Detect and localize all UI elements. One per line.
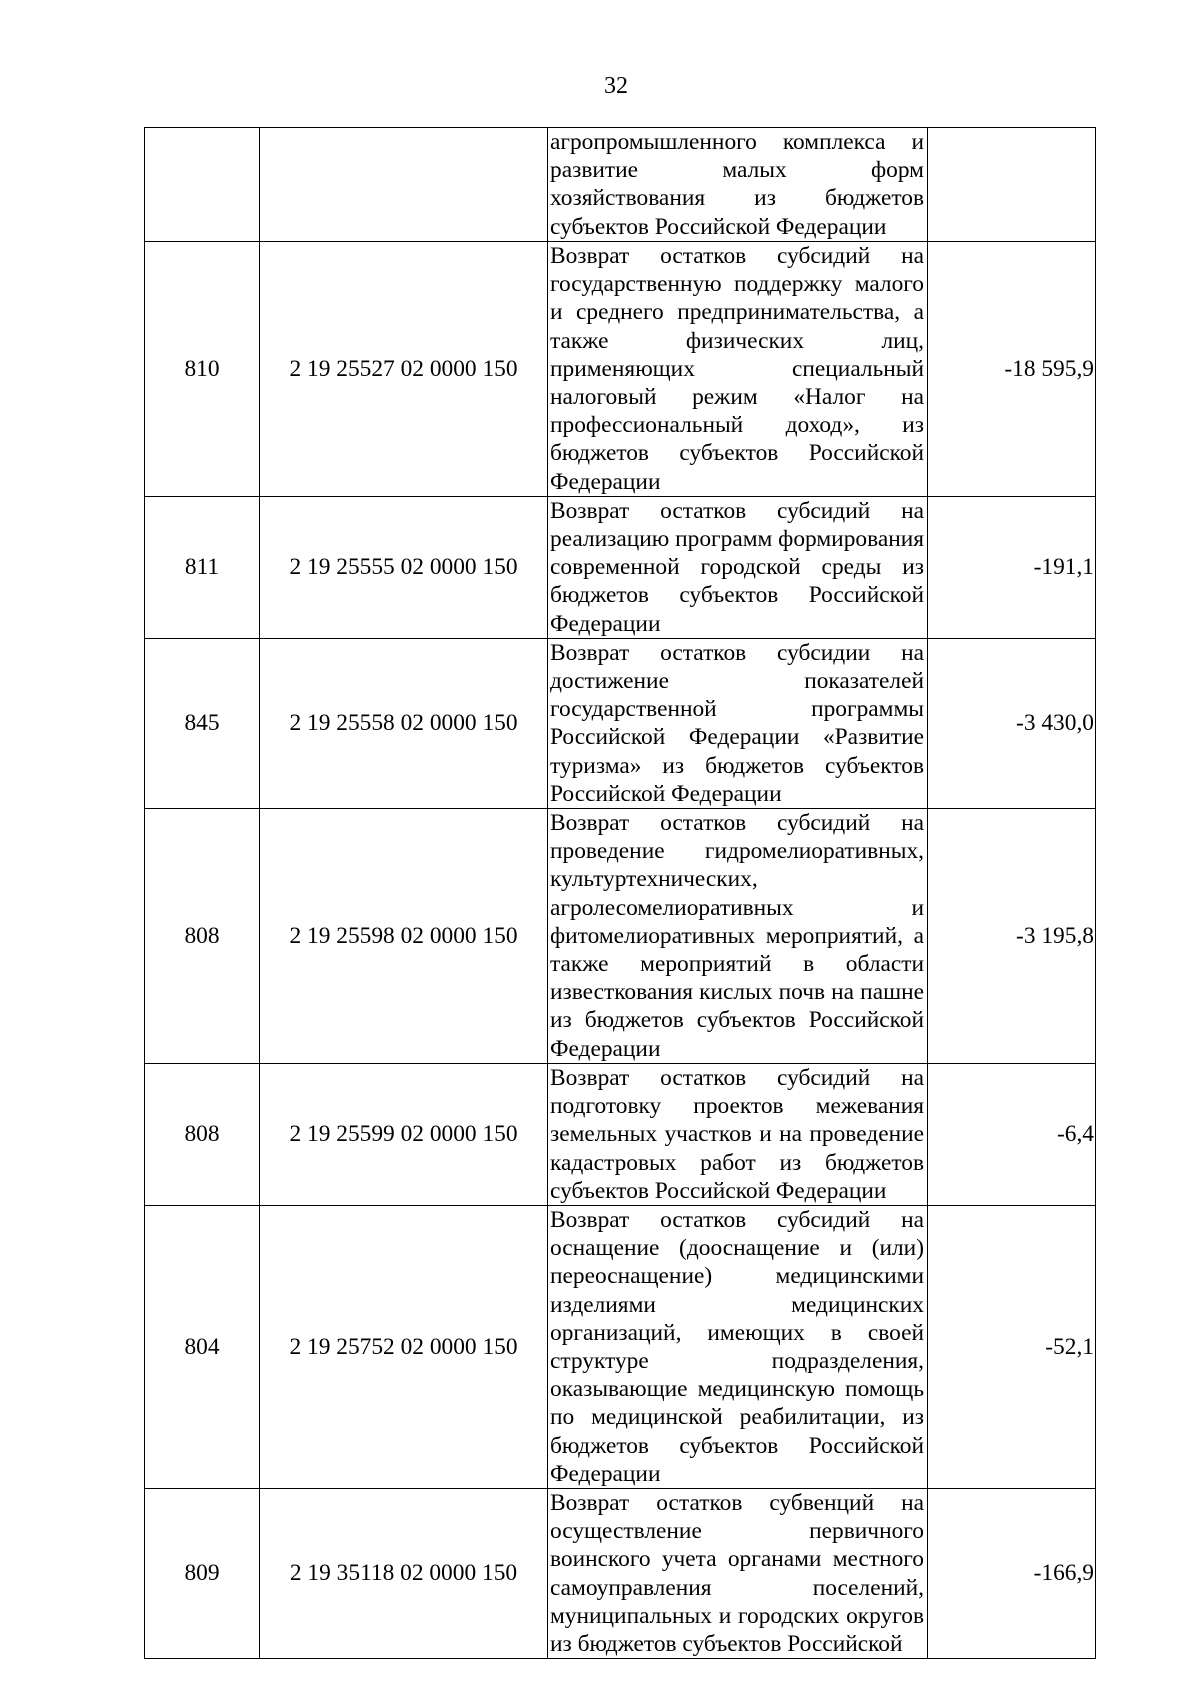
amount-cell: -18 595,9 [928, 242, 1096, 497]
admin-code-cell: 804 [145, 1205, 260, 1488]
description-cell: Возврат остатков субсидий на проведение гидромелиоративных, культуртехнических, агролесомелиоративных и фитомелиоративных мероприятий, а также мероприятий в области известкования кислых почв на пашне из бюджетов субъектов Российской Федерации [548, 809, 928, 1064]
admin-code-cell: 809 [145, 1488, 260, 1658]
budget-classification-code-cell [260, 128, 548, 242]
description-cell: Возврат остатков субсидии на достижение показателей государственной программы Российской Федерации «Развитие туризма» из бюджетов субъектов Российской Федерации [548, 638, 928, 808]
budget-classification-code-cell: 2 19 25598 02 0000 150 [260, 809, 548, 1064]
admin-code-cell: 808 [145, 809, 260, 1064]
table-row [145, 242, 1096, 497]
admin-code-cell: 811 [145, 496, 260, 638]
budget-classification-code-cell: 2 19 25599 02 0000 150 [260, 1063, 548, 1205]
table-row [145, 809, 1096, 1064]
table-row [145, 1205, 1096, 1488]
budget-classification-code-cell: 2 19 25555 02 0000 150 [260, 496, 548, 638]
admin-code-cell: 808 [145, 1063, 260, 1205]
amount-cell: -6,4 [928, 1063, 1096, 1205]
table-row [145, 496, 1096, 638]
description-cell: Возврат остатков субсидий на подготовку проектов межевания земельных участков и на проведение кадастровых работ из бюджетов субъектов Российской Федерации [548, 1063, 928, 1205]
description-cell: Возврат остатков субсидий на оснащение (дооснащение и (или) переоснащение) медицинскими изделиями медицинских организаций, имеющих в своей структуре подразделения, оказывающие медицинскую помощь по медицинской реабилитации, из бюджетов субъектов Российской Федерации [548, 1205, 928, 1488]
budget-classification-code-cell: 2 19 25558 02 0000 150 [260, 638, 548, 808]
amount-cell: -191,1 [928, 496, 1096, 638]
admin-code-cell: 810 [145, 242, 260, 497]
table-row [145, 128, 1096, 242]
table-row [145, 638, 1096, 808]
budget-table [144, 127, 1096, 1659]
description-cell: Возврат остатков субсидий на реализацию программ формирования современной городской среды из бюджетов субъектов Российской Федерации [548, 496, 928, 638]
admin-code-cell [145, 128, 260, 242]
description-cell: Возврат остатков субсидий на государственную поддержку малого и среднего предпринимательства, а также физических лиц, применяющих специальный налоговый режим «Налог на профессиональный доход», из бюджетов субъектов Российской Федерации [548, 242, 928, 497]
amount-cell: -3 195,8 [928, 809, 1096, 1064]
amount-cell: -3 430,0 [928, 638, 1096, 808]
table-row [145, 1063, 1096, 1205]
amount-cell: -52,1 [928, 1205, 1096, 1488]
budget-classification-code-cell: 2 19 35118 02 0000 150 [260, 1488, 548, 1658]
description-cell: Возврат остатков субвенций на осуществление первичного воинского учета органами местного самоуправления поселений, муниципальных и городских округов из бюджетов субъектов Российской [548, 1488, 928, 1658]
description-cell: агропромышленного комплекса и развитие малых форм хозяйствования из бюджетов субъектов Российской Федерации [548, 128, 928, 242]
table-row [145, 1488, 1096, 1658]
amount-cell: -166,9 [928, 1488, 1096, 1658]
admin-code-cell: 845 [145, 638, 260, 808]
budget-classification-code-cell: 2 19 25527 02 0000 150 [260, 242, 548, 497]
amount-cell [928, 128, 1096, 242]
page-number: 32 [604, 73, 628, 99]
budget-classification-code-cell: 2 19 25752 02 0000 150 [260, 1205, 548, 1488]
